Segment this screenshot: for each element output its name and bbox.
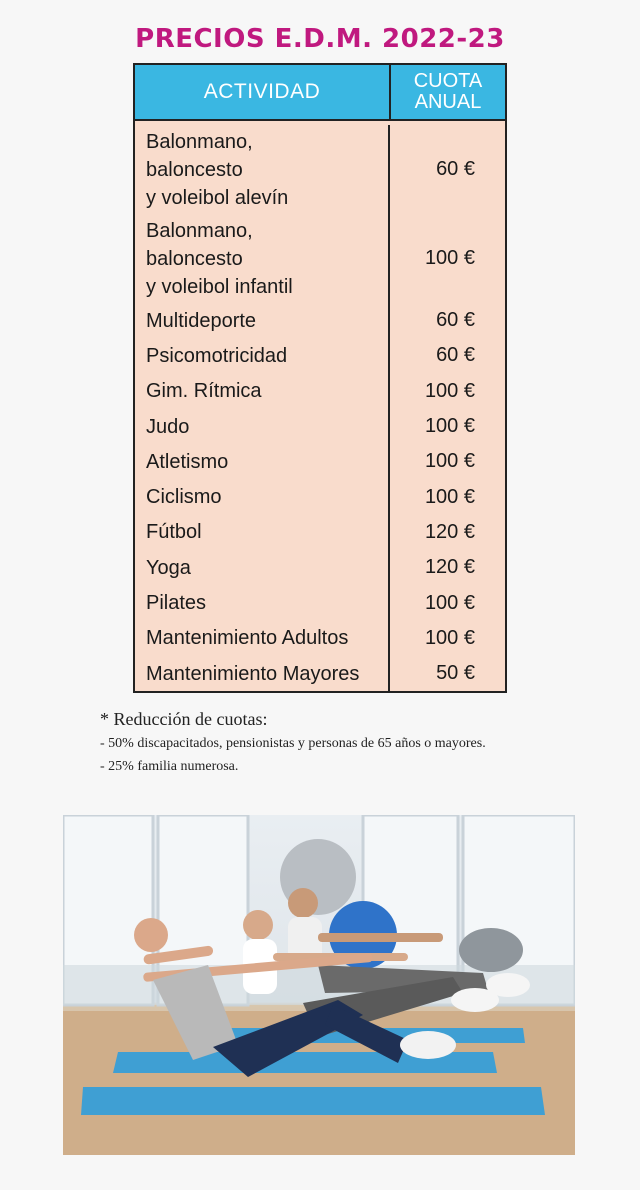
table-row — [135, 656, 505, 691]
activity-cell: Mantenimiento Adultos — [135, 621, 390, 656]
table-row — [135, 121, 505, 214]
price-table — [133, 63, 507, 693]
activity-line: baloncesto — [146, 158, 243, 181]
notes-item: - 25% familia numerosa. — [100, 759, 239, 774]
activity-line: y voleibol infantil — [146, 275, 293, 298]
activity-cell: Pilates — [135, 585, 390, 620]
yoga-class-illustration — [63, 815, 575, 1155]
price-cell: 100 € — [424, 485, 475, 508]
price-cell: 60 € — [436, 158, 475, 180]
activity-cell: Atletismo — [135, 444, 390, 479]
activity-cell: Ciclismo — [135, 479, 390, 514]
activity-line: baloncesto — [146, 247, 243, 270]
activity-line: y voleibol alevín — [146, 186, 289, 209]
table-row — [135, 303, 505, 338]
activity-cell — [135, 125, 390, 214]
header-activity: ACTIVIDAD — [135, 65, 391, 119]
page-title: PRECIOS E.D.M. 2022-23 — [135, 24, 505, 54]
activity-cell: Yoga — [135, 550, 390, 585]
price-cell: 100 € — [424, 247, 475, 269]
price-cell: 120 € — [424, 520, 475, 543]
price-cell: 60 € — [436, 309, 475, 332]
header-quota-line2: ANUAL — [414, 91, 482, 113]
table-body — [135, 121, 505, 691]
activity-cell: Mantenimiento Mayores — [135, 656, 390, 691]
table-row — [135, 621, 505, 656]
activity-line: Balonmano, — [146, 130, 253, 153]
activity-line: Balonmano, — [146, 219, 253, 242]
price-cell: 50 € — [436, 662, 475, 685]
price-cell: 100 € — [424, 591, 475, 614]
price-cell: 120 € — [424, 556, 475, 579]
header-quota — [391, 65, 505, 119]
activity-cell: Psicomotricidad — [135, 338, 390, 373]
table-row — [135, 409, 505, 444]
table-row — [135, 338, 505, 373]
price-cell: 100 € — [424, 626, 475, 649]
yoga-class-photo — [63, 815, 575, 1155]
price-cell: 100 € — [424, 379, 475, 402]
table-row — [135, 550, 505, 585]
table-row — [135, 214, 505, 303]
table-header — [135, 65, 505, 121]
notes-heading: * Reducción de cuotas: — [100, 709, 268, 729]
price-cell: 100 € — [424, 450, 475, 473]
price-cell: 60 € — [436, 344, 475, 367]
table-row — [135, 374, 505, 409]
header-quota-line1: CUOTA — [413, 70, 483, 92]
table-row — [135, 444, 505, 479]
activity-cell — [135, 214, 390, 303]
table-row — [135, 515, 505, 550]
activity-cell: Gim. Rítmica — [135, 374, 390, 409]
activity-cell: Fútbol — [135, 515, 390, 550]
price-cell: 100 € — [424, 415, 475, 438]
notes-item: - 50% discapacitados, pensionistas y personas de 65 años o mayores. — [100, 736, 486, 751]
activity-cell: Judo — [135, 409, 390, 444]
discount-notes — [100, 709, 486, 782]
activity-cell: Multideporte — [135, 303, 390, 338]
table-row — [135, 585, 505, 620]
table-row — [135, 479, 505, 514]
